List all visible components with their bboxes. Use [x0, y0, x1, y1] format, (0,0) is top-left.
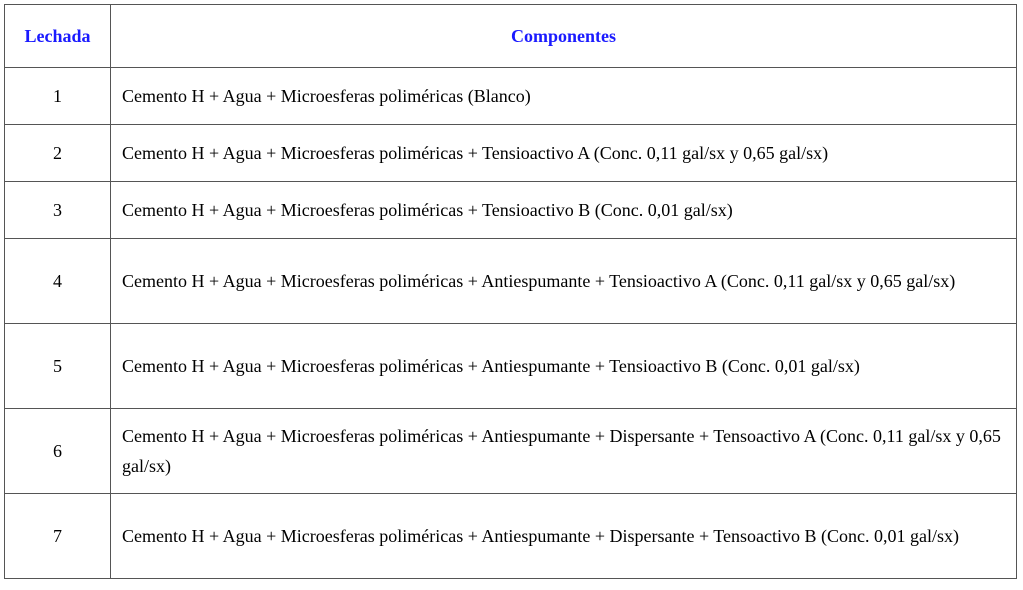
- table-row: [5, 182, 1017, 239]
- header-componentes: Componentes: [111, 5, 1017, 68]
- componentes-text: Cemento H + Agua + Microesferas poliméricas + Antiespumante + Dispersante + Tensoactivo A (Conc. 0,11 gal/sx y 0,65 gal/sx): [111, 409, 1017, 494]
- lechada-number: 6: [5, 409, 111, 494]
- componentes-text: Cemento H + Agua + Microesferas poliméricas + Antiespumante + Tensioactivo A (Conc. 0,11 gal/sx y 0,65 gal/sx): [111, 239, 1017, 324]
- componentes-text: Cemento H + Agua + Microesferas poliméricas + Antiespumante + Dispersante + Tensoactivo B (Conc. 0,01 gal/sx): [111, 494, 1017, 579]
- table-row: [5, 239, 1017, 324]
- lechada-number: 2: [5, 125, 111, 182]
- lechada-number: 5: [5, 324, 111, 409]
- table-row: [5, 68, 1017, 125]
- lechada-number: 3: [5, 182, 111, 239]
- table-row: [5, 409, 1017, 494]
- lechada-number: 1: [5, 68, 111, 125]
- components-table: [4, 4, 1017, 579]
- table-row: [5, 324, 1017, 409]
- componentes-text: Cemento H + Agua + Microesferas poliméricas + Tensioactivo A (Conc. 0,11 gal/sx y 0,65 gal/sx): [111, 125, 1017, 182]
- table-header-row: [5, 5, 1017, 68]
- componentes-text: Cemento H + Agua + Microesferas poliméricas + Tensioactivo B (Conc. 0,01 gal/sx): [111, 182, 1017, 239]
- header-lechada: Lechada: [5, 5, 111, 68]
- lechada-number: 4: [5, 239, 111, 324]
- table-row: [5, 125, 1017, 182]
- componentes-text: Cemento H + Agua + Microesferas poliméricas (Blanco): [111, 68, 1017, 125]
- table-row: [5, 494, 1017, 579]
- lechada-number: 7: [5, 494, 111, 579]
- componentes-text: Cemento H + Agua + Microesferas poliméricas + Antiespumante + Tensioactivo B (Conc. 0,01 gal/sx): [111, 324, 1017, 409]
